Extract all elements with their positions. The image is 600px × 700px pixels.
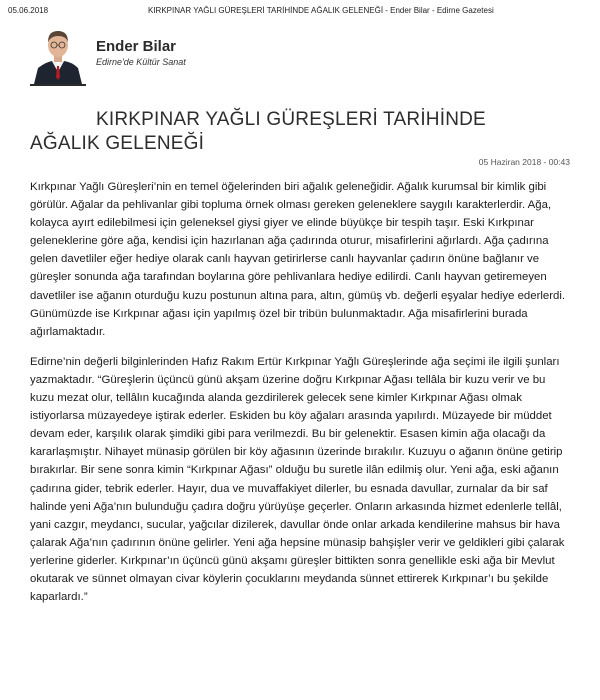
article-paragraph: Edirne’nin değerli bilginlerinden Hafız Rakım Ertür Kırkpınar Yağlı Güreşlerinde ağa seçimi ile ilgili şunları yazmaktadır. “Güreşlerin üçüncü günü akşam üzerine doğru Kırkpınar Ağası tellâla bir kuzu verir ve bu kuzu mezat olur, tellâlın kucağında alanda gezdirilerek gelecek sene kimler Kırkpınar Ağası olmak istiyorlarsa müzayedeye iştirak ederler. Eskiden bu köy ağaları arasında yapılırdı. Müzayede bir müddet devam eder, karşılık olarak şimdiki gibi para verilmezdi. Bu bir gelenektir. Esasen kimin ağa olacağı da kararlaşmıştır. Nihayet münasip görülen bir köy ağasının üzerinde bırakılır. Kuzuyu o ağanın önüne getirip bırakırlar. Bir sene sonra kimin “Kırkpınar Ağası” olduğu bu suretle ilân edilmiş olur. Yeni ağa, eski ağanın çadırına gider, tebrik ederler. Hayır, dua ve muvaffakiyet dilerler, bu esnada davullar, zurnalar da bir saf halinde yeni Ağa’nın bulunduğu çadıra doğru yürüyüşe geçerler. Onların arkasında hizmet edenlerle tellâl, yani cazgır, meydancı, sucular, yağcılar dizilerek, davullar önde onlar arkada kendilerine mahsus bir hava çalarak Ağa’nın çadırının önüne gelirler. Yeni ağa hepsine münasip bahşişler verir ve geldikleri gibi çalarak yerlerine giderler. Kırkpınar’ın üçüncü günü akşamı güreşler bittikten sonra genellikle eski ağa bir Mevlut okutarak ve sünnet olmayan civar köylerin çocuklarını meydanda sünnet ettirerek Kırkpınar’ı bu şekilde kaparlardı.”: [30, 355, 565, 604]
author-portrait-icon: [30, 22, 86, 84]
article-body: [30, 178, 570, 618]
author-name: Ender Bilar: [96, 38, 177, 55]
article-title-line-2: AĞALIK GELENEĞİ: [30, 132, 205, 154]
article-title-line-1: KIRKPINAR YAĞLI GÜREŞLERİ TARİHİNDE: [96, 108, 486, 130]
author-photo: [30, 22, 86, 86]
article-title: [30, 108, 530, 156]
publish-date: 05 Haziran 2018 - 00:43: [478, 157, 570, 167]
print-page-title: KIRKPINAR YAĞLI GÜREŞLERİ TARİHİNDE AĞALIK GELENEĞİ - Ender Bilar - Edirne Gazetesi: [148, 6, 494, 15]
print-header: [8, 6, 592, 20]
article-paragraph: Kırkpınar Yağlı Güreşleri’nin en temel öğelerinden biri ağalık geleneğidir. Ağalık kurumsal bir kimlik gibi görülür. Ağalar da pehlivanlar gibi topluma örnek olması gereken geleneklere saygılı karakterlerdir. Ağa, kolayca ayırt edilebilmesi için geleneksel giysi giyer ve elinde büyükçe bir tespih taşır. Eski Kırkpınar geleneklerine göre ağa, kendisi için hazırlanan ağa çadırında oturur, misafirlerini ağırlardı. Ağa çadırına gelen davetliler eğer hediye olarak canlı hayvan getirirlerse canlı hayvanlar çadırın önüne bağlanır ve güreşler sonunda ağa tarafından boylarına göre pehlivanlara hediye edilirdi. Canlı hayvan getiremeyen davetliler ise ağanın oturduğu kuzu postunun altına para, altın, gümüş vb. değerli eşyalar hediye ederlerdi. Günümüzde ise Kırkpınar ağası için yapılmış özel bir tribün bulunmaktadır. Ağa misafirlerini burada ağırlamaktadır.: [30, 181, 566, 338]
print-date: 05.06.2018: [8, 6, 49, 15]
author-column-name: Edirne'de Kültür Sanat: [96, 57, 186, 67]
